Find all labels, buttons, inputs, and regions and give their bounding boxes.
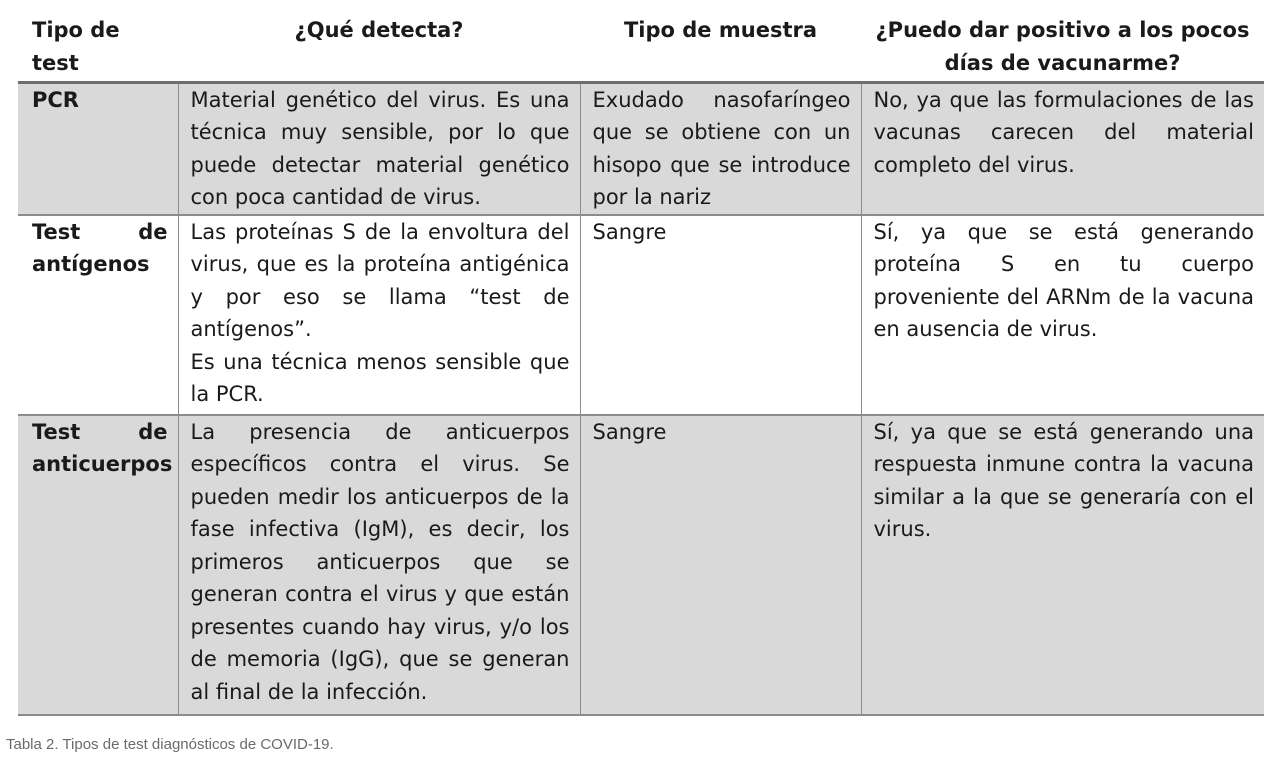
cell-positive: No, ya que las formulaciones de las vacunas carecen del material completo del virus. <box>861 82 1264 215</box>
cell-detects-extra-text: Es una técnica menos sensible que la PCR. <box>190 349 570 406</box>
table-row <box>18 82 1264 215</box>
cell-sample: Sangre <box>580 415 861 715</box>
header-test-type: Tipo de test <box>18 10 178 82</box>
diagnostic-tests-table-wrapper <box>18 10 1264 716</box>
diagnostic-tests-table <box>18 10 1264 716</box>
header-what-detects: ¿Qué detecta? <box>178 10 580 82</box>
cell-test-name: PCR <box>18 82 178 215</box>
cell-detects-text: Las proteínas S de la envoltura del virus, que es la proteína antigénica y por eso se llama “test de antígenos”. <box>190 219 570 341</box>
table-row <box>18 215 1264 415</box>
table-header <box>18 10 1264 82</box>
header-sample-type: Tipo de muestra <box>580 10 861 82</box>
cell-positive: Sí, ya que se está generando una respuesta inmune contra la vacuna similar a la que se generaría con el virus. <box>861 415 1264 715</box>
cell-detects <box>178 215 580 415</box>
table-caption: Tabla 2. Tipos de test diagnósticos de COVID-19. <box>6 736 334 753</box>
cell-detects: Material genético del virus. Es una técnica muy sensible, por lo que puede detectar material genético con poca cantidad de virus. <box>178 82 580 215</box>
cell-positive: Sí, ya que se está generando proteína S en tu cuerpo proveniente del ARNm de la vacuna en ausencia de virus. <box>861 215 1264 415</box>
table-row <box>18 415 1264 715</box>
cell-test-name: Test de antígenos <box>18 215 178 415</box>
cell-detects: La presencia de anticuerpos específicos contra el virus. Se pueden medir los anticuerpos de la fase infectiva (IgM), es decir, los primeros anticuerpos que se generan contra el virus y que están presentes cuando hay virus, y/o los de memoria (IgG), que se generan al final de la infección. <box>178 415 580 715</box>
header-row <box>18 10 1264 82</box>
cell-sample: Sangre <box>580 215 861 415</box>
cell-sample: Exudado nasofaríngeo que se obtiene con un hisopo que se introduce por la nariz <box>580 82 861 215</box>
table-body <box>18 82 1264 715</box>
header-positive-after-vaccine: ¿Puedo dar positivo a los pocos días de vacunarme? <box>861 10 1264 82</box>
cell-test-name: Test de anticuerpos <box>18 415 178 715</box>
